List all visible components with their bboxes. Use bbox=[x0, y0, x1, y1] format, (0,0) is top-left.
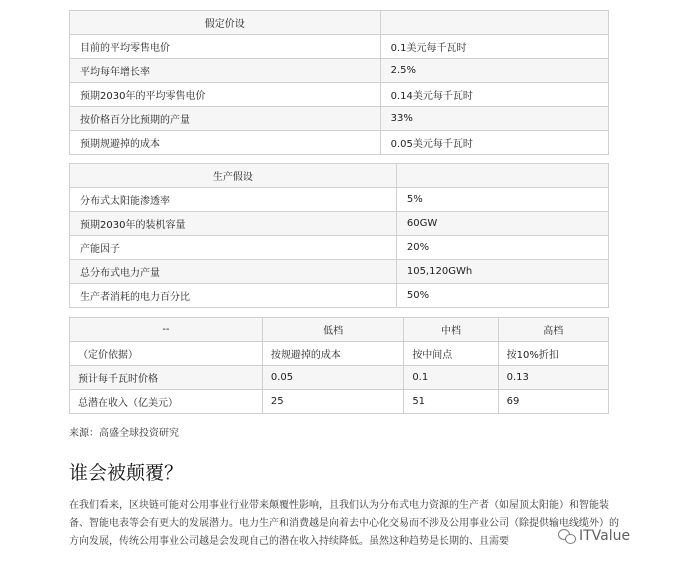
row-label: 目前的平均零售电价 bbox=[70, 35, 381, 59]
table-cell: 总潜在收入（亿美元） bbox=[70, 390, 263, 414]
row-label: 平均每年增长率 bbox=[70, 59, 381, 83]
table-cell: 0.05 bbox=[262, 366, 403, 390]
row-label: 总分布式电力产量 bbox=[70, 260, 397, 284]
revenue-scenarios-table bbox=[69, 317, 609, 414]
section-heading: 谁会被颠覆？ bbox=[69, 462, 184, 484]
table-header-cell: 中档 bbox=[404, 318, 498, 342]
watermark bbox=[558, 528, 630, 544]
table-row bbox=[70, 212, 609, 236]
table-row bbox=[70, 131, 609, 155]
table-row bbox=[70, 284, 609, 308]
table-header-empty bbox=[380, 11, 608, 35]
table-row bbox=[70, 59, 609, 83]
table-header-cell: 高档 bbox=[498, 318, 608, 342]
table-cell: 按10%折扣 bbox=[498, 342, 608, 366]
row-value: 50% bbox=[396, 284, 608, 308]
table-cell: 按中间点 bbox=[404, 342, 498, 366]
row-value: 33% bbox=[380, 107, 608, 131]
pricing-assumptions-table bbox=[69, 10, 609, 155]
table-cell: 预计每千瓦时价格 bbox=[70, 366, 263, 390]
table-cell: 0.13 bbox=[498, 366, 608, 390]
row-value: 5% bbox=[396, 188, 608, 212]
table-header: 生产假设 bbox=[70, 164, 397, 188]
production-assumptions-table bbox=[69, 163, 609, 308]
row-value: 20% bbox=[396, 236, 608, 260]
row-value: 0.1美元每千瓦时 bbox=[380, 35, 608, 59]
table-row bbox=[70, 390, 609, 414]
table-row bbox=[70, 236, 609, 260]
table-row bbox=[70, 35, 609, 59]
row-value: 0.05美元每千瓦时 bbox=[380, 131, 608, 155]
row-label: 生产者消耗的电力百分比 bbox=[70, 284, 397, 308]
table-row bbox=[70, 260, 609, 284]
table-cell: 69 bbox=[498, 390, 608, 414]
table-row bbox=[70, 83, 609, 107]
row-label: 预期2030年的装机容量 bbox=[70, 212, 397, 236]
row-label: 按价格百分比预期的产量 bbox=[70, 107, 381, 131]
row-label: 预期2030年的平均零售电价 bbox=[70, 83, 381, 107]
row-label: 产能因子 bbox=[70, 236, 397, 260]
row-value: 105,120GWh bbox=[396, 260, 608, 284]
table-header-cell: 低档 bbox=[262, 318, 403, 342]
row-value: 60GW bbox=[396, 212, 608, 236]
row-value: 2.5% bbox=[380, 59, 608, 83]
table-cell: （定价依据） bbox=[70, 342, 263, 366]
table-header: 假定价设 bbox=[70, 11, 381, 35]
row-label: 预期规避掉的成本 bbox=[70, 131, 381, 155]
table-header-cell: -- bbox=[70, 318, 263, 342]
body-paragraph: 在我们看来，区块链可能对公用事业行业带来颠覆性影响，且我们认为分布式电力资源的生产者（如屋顶太阳能）和智能装备、智能电表等会有更大的发展潜力。电力生产和消费越是向着去中心化交易而不涉及公用事业公司（除提供输电线缆外）的方向发展，传统公用事业公司越是会发现自己的潜在收入持续降低。虽然这种趋势是长期的、且需要 bbox=[69, 500, 619, 547]
table-row bbox=[70, 342, 609, 366]
table-cell: 0.1 bbox=[404, 366, 498, 390]
row-value: 0.14美元每千瓦时 bbox=[380, 83, 608, 107]
table-header-empty bbox=[396, 164, 608, 188]
table-cell: 25 bbox=[262, 390, 403, 414]
table-row bbox=[70, 188, 609, 212]
table-cell: 按规避掉的成本 bbox=[262, 342, 403, 366]
wechat-icon bbox=[558, 529, 576, 543]
source-note: 来源：高盛全球投资研究 bbox=[69, 428, 179, 439]
table-row bbox=[70, 107, 609, 131]
row-label: 分布式太阳能渗透率 bbox=[70, 188, 397, 212]
table-row bbox=[70, 366, 609, 390]
watermark-text: ITValue bbox=[579, 528, 631, 544]
table-cell: 51 bbox=[404, 390, 498, 414]
